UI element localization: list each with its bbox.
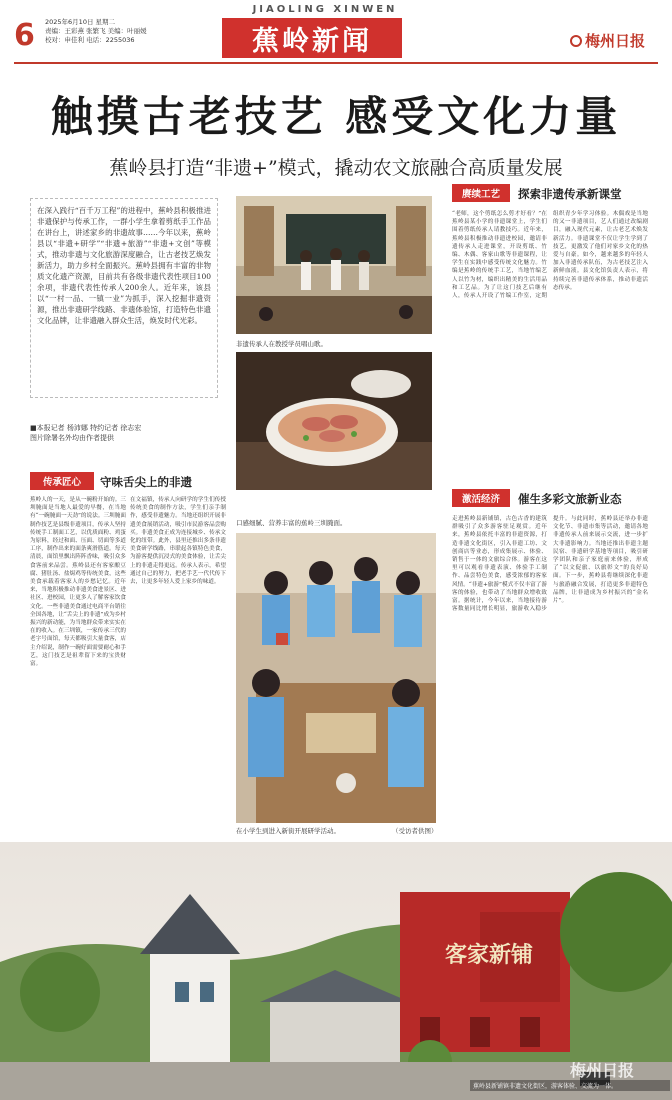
section-body-heritage-col2: 在文福镇，传承人向研学的学生们传授传统美食的制作方法，学生们亲手制作，感受非遗魅力。当地还组织开展非遗美食展销活动，吸引市民游客品尝购买。非遗美食正成为连接城乡、传承文化的纽带。此外，县里还推出多条非遗美食研学线路，串联起各镇特色美食，为游客提供沉浸式的美食体验，让舌尖上的非遗走得更远。传承人表示，希望通过自己的努力，把老手艺一代代传下去，让更多年轻人爱上家乡的味道。 — [130, 497, 226, 586]
section-tag-craft: 赓续工艺 — [452, 184, 510, 202]
page-number: 6 — [14, 18, 35, 53]
section-body-heritage-col1: 蕉岭人的一天，是从一碗粉开始的。三圳腌面是当地人最爱的早餐，在当地有“一碗腌面一天劲”的说法。三圳腌面制作技艺是县级非遗项目，传承人坚持传统手工制面工艺，以优质面粉、鸡蛋为原料，经过和面、压面、切面等多道工序，制作出来的面条爽滑筋道。每天清晨，面馆里飘出阵阵香味，吸引众多食客前来品尝。蕉岭县还有客家酿豆腐、猪肚汤、盐焗鸡等传统美食，这些美食承载着客家人的乡愁记忆。近年来，当地积极推动非遗美食进景区、进社区、进校园，让更多人了解客家饮食文化。一些非遗美食通过电商平台销往全国各地，让“舌尖上的非遗”成为乡村振兴的新动能，为当地群众带来实实在在的收入。在三圳镇，一家传承三代的老字号面馆，每天都吸引大量食客，店主介绍说，制作一碗好面需要耐心和手艺，这门技艺是祖辈留下来的宝贵财富。 — [30, 497, 126, 668]
photo-singing-class — [236, 196, 432, 334]
caption-photo3: 在小学生到进入新街开展研学活动。 — [236, 827, 340, 835]
caption-photo1: 非遗传承人在教授学员唱山歌。 — [236, 340, 327, 348]
section-title-economy: 催生多彩文旅新业态 — [518, 492, 622, 506]
byline-authors: ■本报记者 杨沛娜 特约记者 徐志宏 — [30, 424, 142, 432]
proof-line: 校对：申佳利 电话：2255036 — [45, 36, 135, 44]
newspaper-name: 梅州日报 — [585, 32, 646, 50]
section-title-heritage: 守味舌尖上的非遗 — [100, 475, 192, 489]
photo-noodle-bowl — [236, 352, 432, 490]
date-line: 2025年6月10日 星期二 — [45, 18, 116, 26]
watermark: 梅州日报 — [570, 1061, 635, 1080]
byline — [30, 423, 218, 443]
intro-box: 在深入践行“百千万工程”的进程中，蕉岭县积极推进非遗保护与传承工作，一群小学生拿着剪纸手工作品在讲台上，讲述家乡的非遗故事……今年以来，蕉岭县以“非遗+研学”“非遗+旅游”“非遗+文创”等模式，推动非遗与文化旅游深度融合，让古老技艺焕发新活力，助力乡村全面振兴。蕉岭县拥有丰富的非物质文化遗产资源，目前共有各级非遗代表性项目100余项，非遗代表性传承人200余人。近年来，该县以“一村一品、一镇一业”为抓手，深入挖掘非遗资源，推出非遗研学线路、非遗体验馆，打造特色非遗文化品牌，让非遗融入群众生活，焕发时代光彩。 — [30, 198, 218, 398]
caption-photo4: 蕉岭县新铺镇非遗文化街区，游客体验、交流为一体。 — [470, 1080, 670, 1091]
byline-photo-credit: 图片除署名外均由作者提供 — [30, 434, 114, 442]
pinyin-title: JIAOLING XINWEN — [252, 4, 398, 15]
caption-photo2: 口感细腻、营养丰富的蕉岭三圳腌面。 — [236, 519, 347, 527]
newspaper-logo-mark — [570, 35, 582, 47]
edition-meta — [45, 18, 195, 45]
section-tag-heritage: 传承匠心 — [30, 472, 94, 490]
masthead: 蕉岭新闻 — [222, 18, 402, 58]
section-body-craft: “老师，这个剪纸怎么剪才好看？”在蕉岭县某小学的非遗课堂上，学生们围着剪纸传承人请教技巧。近年来，蕉岭县积极推动非遗进校园，邀请非遗传承人走进课堂，开设剪纸、竹编、木偶、客家山歌等非遗课程，让学生在实践中感受传统文化魅力。竹编是蕉岭的传统手工艺，当地竹编艺人以竹为材，编织出精美的生活用品和工艺品。为了让这门技艺后继有人，传承人开设了竹编工作室，定期组织青少年学习体验。木偶戏是当地的又一非遗项目，艺人们通过改编剧目，融入现代元素，让古老艺术焕发新活力。非遗课堂不仅让学生学到了技艺，更激发了他们对家乡文化的热爱与自豪。如今，越来越多的年轻人加入非遗传承队伍，为古老技艺注入新鲜血液。县文化馆负责人表示，将持续完善非遗传承体系，推动非遗活态传承。 — [452, 211, 648, 300]
section-body-economy: 走进蕉岭县新铺镇，古色古香的建筑群吸引了众多游客驻足观赏。近年来，蕉岭县依托丰富的非遗资源，打造非遗文化街区，引入非遗工坊、文创商店等业态，形成集展示、体验、销售于一体的文旅综合体。游客在这里可以观看非遗表演、体验手工制作、品尝特色美食，感受浓郁的客家风情。“非遗+旅游”模式不仅丰富了游客的体验，也带动了当地群众增收致富。据统计，今年以来，当地接待游客数量同比增长明显，旅游收入稳步提升。与此同时，蕉岭县还举办非遗文化节、非遗市集等活动，邀请各地非遗传承人前来展示交流，进一步扩大非遗影响力。当地还推出非遗主题民宿、非遗研学基地等项目，吸引研学团队和亲子家庭前来体验，形成了“以文促旅、以旅彰文”的良好局面。下一步，蕉岭县将继续深化非遗与旅游融合发展，打造更多非遗特色品牌，让非遗成为乡村振兴的“金名片”。 — [452, 516, 648, 613]
section-tag-economy: 激活经济 — [452, 489, 510, 507]
street-sign-text: 客家新铺 — [445, 942, 534, 968]
subheadline: 蕉岭县打造“非遗+”模式，撬动农文旅融合高质量发展 — [109, 157, 563, 179]
section-title-craft: 探索非遗传承新课堂 — [518, 187, 622, 201]
headline: 触摸古老技艺 感受文化力量 — [50, 92, 622, 141]
photo-students-study — [236, 533, 436, 823]
header-rule — [14, 62, 658, 64]
editor-line: 责编：王彩燕 张繁飞 美编：叶丽媛 — [45, 27, 147, 35]
newspaper-logo — [570, 30, 645, 51]
caption-photo3-credit: （受访者供图） — [392, 827, 438, 835]
